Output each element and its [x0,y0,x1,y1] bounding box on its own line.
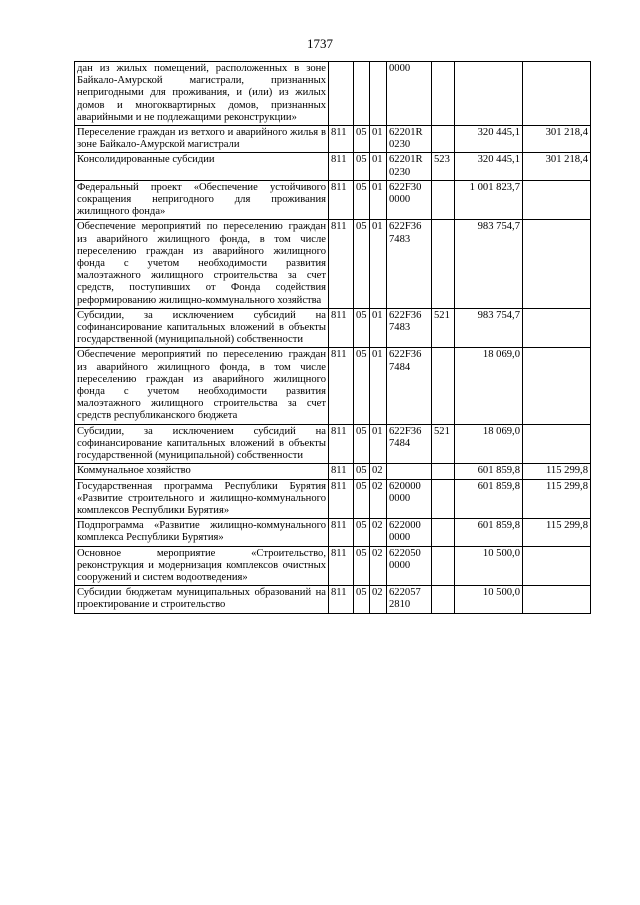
expense-type-code [432,126,455,153]
amount-second-year [523,586,591,613]
table-row [75,62,591,126]
table-row [75,519,591,546]
department-code: 811 [329,519,354,546]
amount-first-year: 320 445,1 [455,126,523,153]
expense-type-code [432,546,455,586]
target-article-code: 622F36 7484 [387,424,432,464]
budget-item-name: Субсидии, за исключением субсидий на софинансирование капитальных вложений в объекты государственной (муниципальной) собственности [75,308,329,348]
amount-first-year: 18 069,0 [455,348,523,424]
table-row [75,424,591,464]
table-row [75,348,591,424]
amount-second-year: 115 299,8 [523,519,591,546]
amount-first-year: 320 445,1 [455,153,523,180]
amount-second-year: 301 218,4 [523,153,591,180]
department-code: 811 [329,153,354,180]
amount-first-year: 601 859,8 [455,479,523,519]
table-row [75,308,591,348]
amount-first-year: 983 754,7 [455,220,523,308]
expense-type-code: 521 [432,308,455,348]
subsection-code: 02 [370,546,387,586]
budget-item-name: Коммунальное хозяйство [75,464,329,479]
amount-second-year [523,424,591,464]
budget-item-name: Субсидии бюджетам муниципальных образований на проектирование и строительство [75,586,329,613]
subsection-code [370,62,387,126]
amount-second-year: 115 299,8 [523,464,591,479]
amount-second-year [523,180,591,220]
amount-second-year: 115 299,8 [523,479,591,519]
table-row [75,153,591,180]
budget-item-name: Обеспечение мероприятий по переселению граждан из аварийного жилищного фонда, в том числе переселению граждан из аварийного жилищного фонда с учетом необходимости развития малоэтажного жилищного строительства за счет средств, поступивших от Фонда содействия реформированию жилищно-коммунального хозяйства [75,220,329,308]
subsection-code: 01 [370,308,387,348]
expense-type-code [432,586,455,613]
budget-item-name: Консолидированные субсидии [75,153,329,180]
target-article-code: 0000 [387,62,432,126]
department-code: 811 [329,308,354,348]
budget-item-name: Переселение граждан из ветхого и аварийного жилья в зоне Байкало-Амурской магистрали [75,126,329,153]
department-code: 811 [329,586,354,613]
department-code: 811 [329,180,354,220]
section-code: 05 [354,348,370,424]
amount-first-year: 18 069,0 [455,424,523,464]
amount-first-year: 1 001 823,7 [455,180,523,220]
target-article-code: 622F36 7483 [387,308,432,348]
budget-item-name: Государственная программа Республики Бурятия «Развитие строительного и жилищно-коммунального комплексов Республики Бурятия» [75,479,329,519]
amount-first-year: 10 500,0 [455,586,523,613]
section-code: 05 [354,464,370,479]
department-code: 811 [329,126,354,153]
subsection-code: 02 [370,586,387,613]
budget-table [74,61,591,614]
expense-type-code [432,479,455,519]
target-article-code: 620000 0000 [387,479,432,519]
department-code [329,62,354,126]
section-code: 05 [354,424,370,464]
table-row [75,180,591,220]
subsection-code: 01 [370,424,387,464]
section-code: 05 [354,126,370,153]
table-row [75,126,591,153]
target-article-code: 622057 2810 [387,586,432,613]
table-row [75,479,591,519]
subsection-code: 02 [370,464,387,479]
subsection-code: 01 [370,348,387,424]
section-code: 05 [354,479,370,519]
expense-type-code [432,464,455,479]
amount-first-year: 601 859,8 [455,519,523,546]
subsection-code: 02 [370,519,387,546]
target-article-code: 622F36 7484 [387,348,432,424]
expense-type-code [432,220,455,308]
amount-first-year: 10 500,0 [455,546,523,586]
section-code: 05 [354,220,370,308]
subsection-code: 01 [370,220,387,308]
budget-item-name: Подпрограмма «Развитие жилищно-коммунального комплекса Республики Бурятия» [75,519,329,546]
expense-type-code [432,180,455,220]
department-code: 811 [329,424,354,464]
target-article-code: 62201R 0230 [387,126,432,153]
expense-type-code [432,62,455,126]
department-code: 811 [329,479,354,519]
expense-type-code [432,348,455,424]
budget-item-name: дан из жилых помещений, расположенных в зоне Байкало-Амурской магистрали, признанных непригодными для проживания, и (или) из жилых домов и многоквартирных домов, признанных аварийными и не подлежащими реконструкции» [75,62,329,126]
amount-second-year [523,220,591,308]
subsection-code: 02 [370,479,387,519]
amount-first-year [455,62,523,126]
budget-item-name: Субсидии, за исключением субсидий на софинансирование капитальных вложений в объекты государственной (муниципальной) собственности [75,424,329,464]
page-number: 1737 [307,36,333,51]
subsection-code: 01 [370,180,387,220]
table-row [75,546,591,586]
section-code [354,62,370,126]
amount-second-year [523,308,591,348]
table-body [75,62,591,614]
target-article-code: 622F36 7483 [387,220,432,308]
department-code: 811 [329,220,354,308]
section-code: 05 [354,153,370,180]
amount-first-year: 983 754,7 [455,308,523,348]
budget-item-name: Обеспечение мероприятий по переселению граждан из аварийного жилищного фонда, в том числе переселению граждан из аварийного жилищного фонда с учетом необходимости развития малоэтажного жилищного строительства за счет средств республиканского бюджета [75,348,329,424]
target-article-code: 622000 0000 [387,519,432,546]
expense-type-code [432,519,455,546]
budget-item-name: Основное мероприятие «Строительство, реконструкция и модернизация комплексов очистных сооружений и систем водоотведения» [75,546,329,586]
subsection-code: 01 [370,153,387,180]
section-code: 05 [354,546,370,586]
section-code: 05 [354,519,370,546]
target-article-code: 622F30 0000 [387,180,432,220]
expense-type-code: 521 [432,424,455,464]
section-code: 05 [354,180,370,220]
section-code: 05 [354,586,370,613]
table-row [75,464,591,479]
table-row [75,586,591,613]
department-code: 811 [329,464,354,479]
amount-second-year [523,546,591,586]
section-code: 05 [354,308,370,348]
target-article-code [387,464,432,479]
subsection-code: 01 [370,126,387,153]
amount-second-year [523,348,591,424]
target-article-code: 62201R 0230 [387,153,432,180]
department-code: 811 [329,348,354,424]
amount-first-year: 601 859,8 [455,464,523,479]
expense-type-code: 523 [432,153,455,180]
department-code: 811 [329,546,354,586]
target-article-code: 622050 0000 [387,546,432,586]
amount-second-year: 301 218,4 [523,126,591,153]
budget-item-name: Федеральный проект «Обеспечение устойчивого сокращения непригодного для проживания жилищного фонда» [75,180,329,220]
amount-second-year [523,62,591,126]
table-row [75,220,591,308]
